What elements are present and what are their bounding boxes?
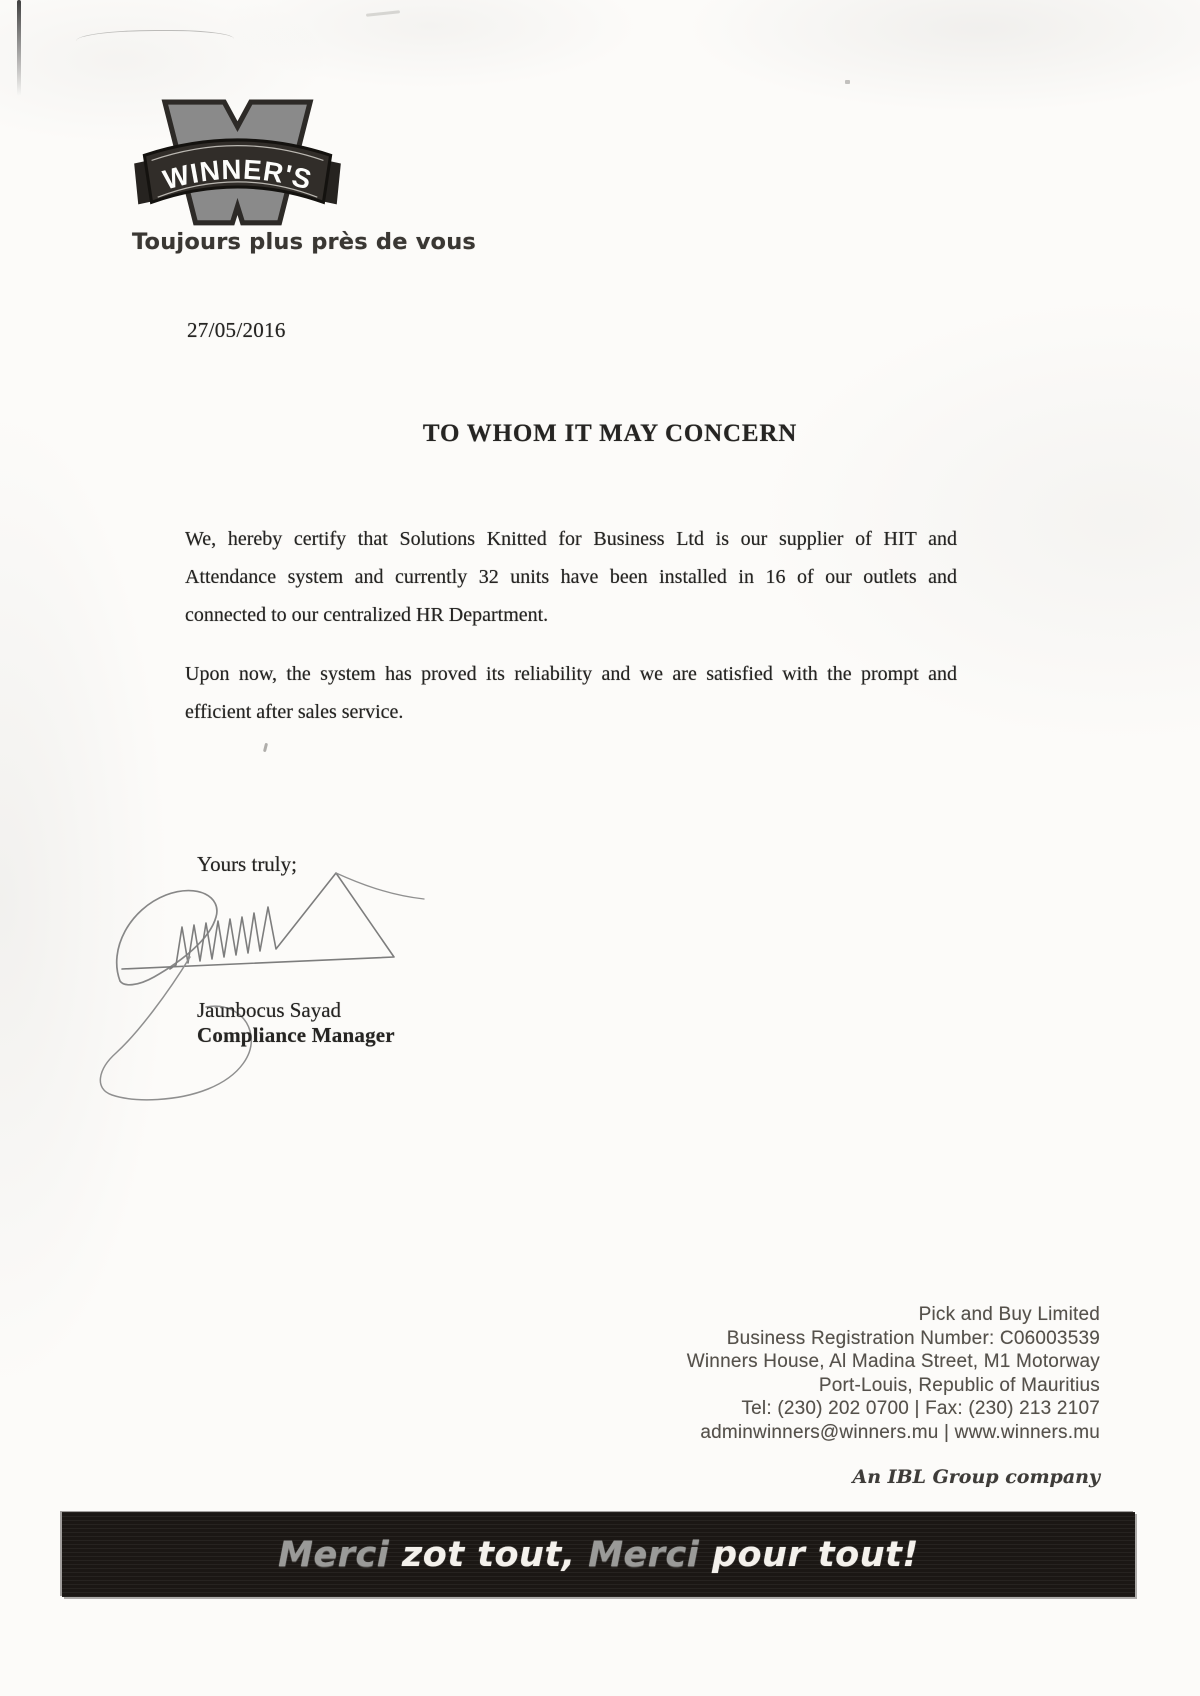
signatory-block [197,998,395,1048]
letter-date: 27/05/2016 [187,318,286,342]
paragraph-line: Attendance system and currently 32 units have been installed in 16 of our outlets and [185,566,957,588]
paragraph-line: Upon now, the system has proved its reliability and we are satisfied with the prompt and [185,663,957,685]
logo-brand-text: WINNER'S [159,153,316,196]
letter-title: TO WHOM IT MAY CONCERN [422,420,798,447]
logo-tagline: Toujours plus près de vous [132,229,477,255]
paragraph-line: We, hereby certify that Solutions Knitted for Business Ltd is our supplier of HIT and [185,528,957,550]
scan-smudge [366,10,400,17]
address-line: Port-Louis, Republic of Mauritius [818,1374,1100,1396]
email-web-line: adminwinners@winners.mu | www.winners.mu [700,1421,1100,1443]
banner-word-merci: Merci [278,1534,390,1575]
thank-you-banner-text [278,1535,919,1575]
banner-word-pour-tout: pour tout! [699,1534,919,1575]
registration-number: Business Registration Number: C06003539 [726,1327,1100,1349]
company-address-block [540,1303,1100,1444]
banner-word-zot-tout: zot tout, [389,1534,589,1575]
paragraph-line: efficient after sales service. [185,701,404,723]
banner-word-merci: Merci [588,1534,700,1575]
paragraph-line: connected to our centralized HR Department. [185,604,549,626]
scan-speck [263,743,268,752]
signatory-name: Jaunbocus Sayad [197,998,342,1022]
company-name: Pick and Buy Limited [918,1304,1100,1325]
phone-fax-line: Tel: (230) 202 0700 | Fax: (230) 213 2107 [741,1398,1100,1419]
winners-logo-icon [130,98,345,231]
address-line: Winners House, Al Madina Street, M1 Motorway [686,1351,1100,1372]
ibl-group-line: An IBL Group company [852,1466,1100,1488]
letter-paragraph-2 [185,655,957,731]
scan-edge-artifact [17,0,21,96]
letter-paragraph-1 [185,520,957,634]
letter-closing: Yours truly; [197,852,297,876]
scan-speck [845,80,850,84]
signatory-title: Compliance Manager [197,1023,395,1047]
scan-pen-mark [76,30,234,41]
thank-you-banner [62,1512,1135,1597]
signature-icon [78,853,438,1103]
